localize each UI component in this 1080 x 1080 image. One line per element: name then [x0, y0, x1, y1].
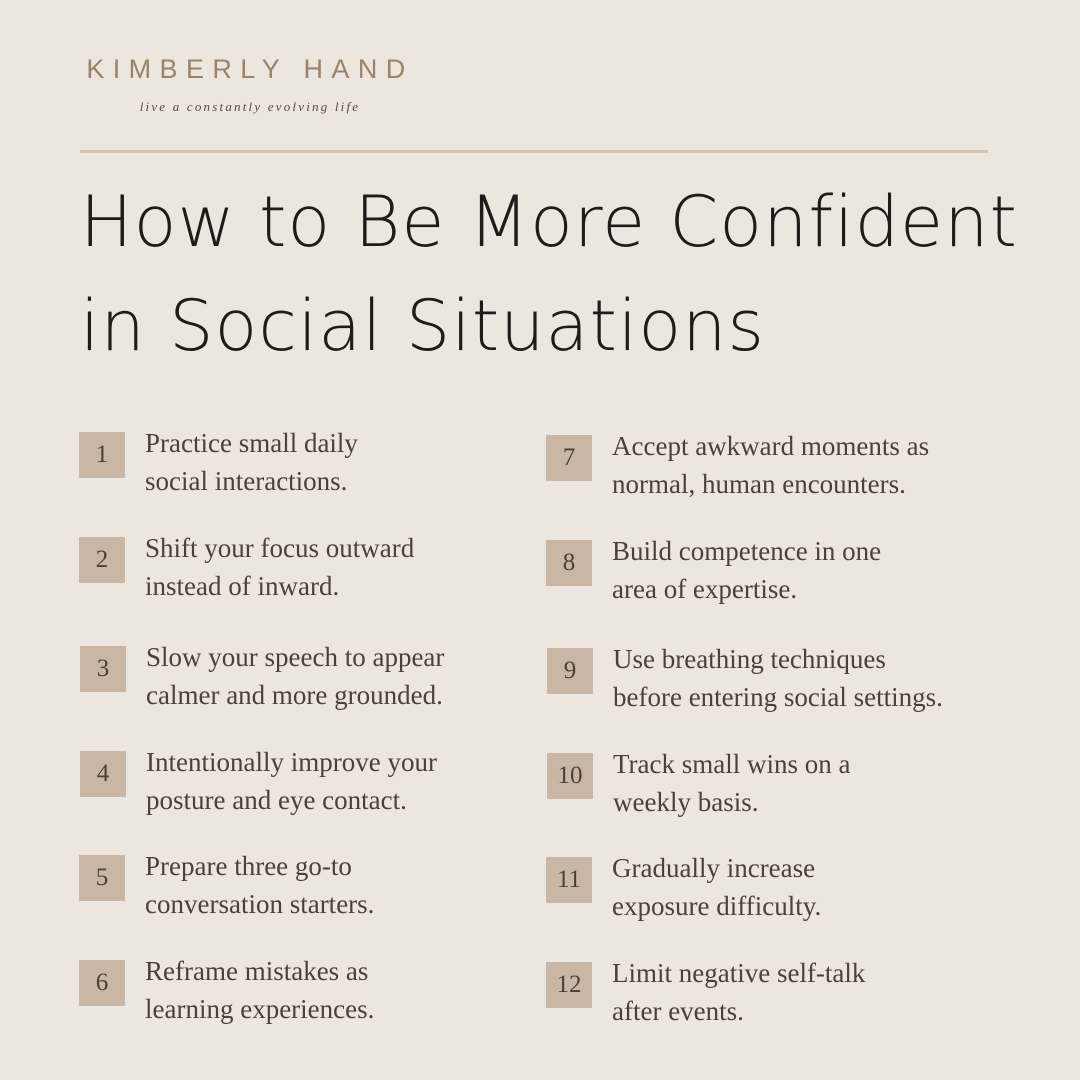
list-item	[79, 956, 525, 1028]
item-number-badge: 2	[79, 537, 125, 583]
item-text-line: Limit negative self-talk	[612, 958, 866, 988]
item-number-badge: 10	[547, 753, 593, 799]
item-text	[146, 743, 526, 819]
item-text	[612, 532, 992, 608]
header-divider	[80, 150, 988, 153]
list-item	[547, 749, 993, 821]
item-text	[612, 427, 992, 503]
brand-name: KIMBERLY HAND	[86, 54, 414, 84]
item-text	[145, 952, 525, 1028]
list-item	[79, 851, 525, 923]
item-text-line: social interactions.	[145, 466, 348, 496]
list-item	[546, 431, 992, 503]
item-text-line: Prepare three go-to	[145, 851, 352, 881]
list-item	[546, 853, 992, 925]
item-text-line: Practice small daily	[145, 428, 358, 458]
item-text-line: instead of inward.	[145, 571, 340, 601]
item-text-line: Track small wins on a	[613, 749, 851, 779]
item-text-line: Build competence in one	[612, 536, 882, 566]
page-title	[80, 170, 1040, 378]
item-number-badge: 4	[80, 751, 126, 797]
list-item	[546, 958, 992, 1030]
item-text	[613, 745, 993, 821]
item-number-badge: 6	[79, 960, 125, 1006]
item-text-line: before entering social settings.	[613, 682, 943, 712]
item-number-badge: 7	[546, 435, 592, 481]
item-text	[145, 424, 525, 500]
item-text-line: Slow your speech to appear	[146, 642, 445, 672]
item-number-badge: 8	[546, 540, 592, 586]
item-text-line: exposure difficulty.	[612, 891, 822, 921]
item-text-line: Use breathing techniques	[613, 644, 886, 674]
item-text-line: posture and eye contact.	[146, 785, 407, 815]
item-text-line: weekly basis.	[613, 787, 759, 817]
list-item	[547, 644, 993, 716]
page-title-line-2: in Social Situations	[80, 285, 765, 367]
item-text-line: Accept awkward moments as	[612, 431, 930, 461]
item-text-line: normal, human encounters.	[612, 469, 906, 499]
item-text-line: Shift your focus outward	[145, 533, 415, 563]
item-text-line: Reframe mistakes as	[145, 956, 369, 986]
item-text	[612, 849, 992, 925]
item-text-line: conversation starters.	[145, 889, 375, 919]
list-item	[546, 536, 992, 608]
item-text	[145, 847, 525, 923]
item-text-line: Gradually increase	[612, 853, 816, 883]
item-text-line: learning experiences.	[145, 994, 375, 1024]
item-text-line: calmer and more grounded.	[146, 680, 443, 710]
item-number-badge: 11	[546, 857, 592, 903]
list-item	[80, 642, 526, 714]
item-number-badge: 9	[547, 648, 593, 694]
item-number-badge: 12	[546, 962, 592, 1008]
item-text	[146, 638, 526, 714]
item-text	[145, 529, 525, 605]
item-number-badge: 3	[80, 646, 126, 692]
item-text	[612, 954, 992, 1030]
brand-logo	[80, 54, 420, 115]
list-item	[80, 747, 526, 819]
item-text-line: after events.	[612, 996, 744, 1026]
item-text-line: area of expertise.	[612, 574, 798, 604]
item-text-line: Intentionally improve your	[146, 747, 437, 777]
list-item	[79, 533, 525, 605]
page-title-line-1: How to Be More Confident	[80, 181, 1018, 263]
item-number-badge: 1	[79, 432, 125, 478]
item-text	[613, 640, 993, 716]
item-number-badge: 5	[79, 855, 125, 901]
list-item	[79, 428, 525, 500]
brand-tagline: live a constantly evolving life	[139, 99, 361, 114]
